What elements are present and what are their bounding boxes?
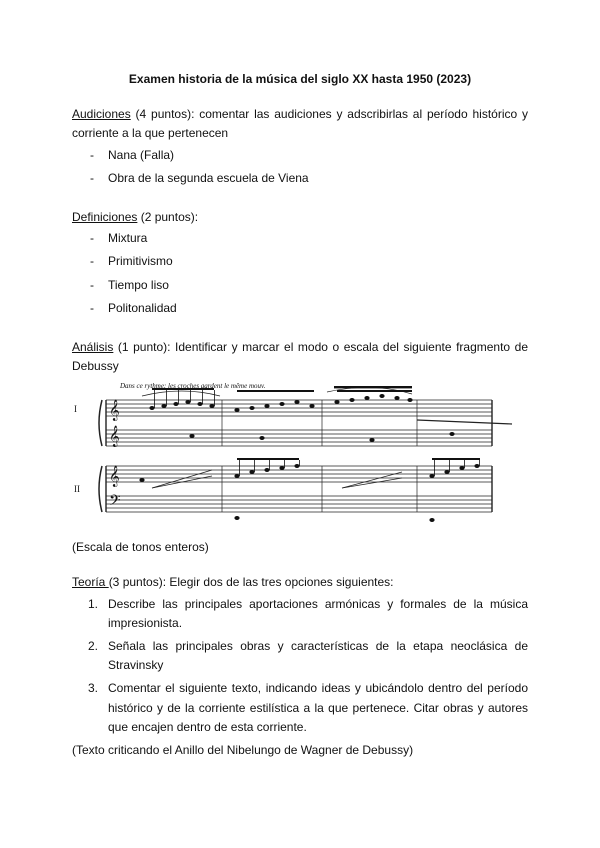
definiciones-heading: Definiciones <box>72 209 138 224</box>
list-item: 3. Comentar el siguiente texto, indicando ideas y ubicándolo dentro del período histórico y de la corriente estilística a la que pertenece. Citar obras y autores que encajen dentro de esta corriente. <box>88 681 528 734</box>
score-mark-ii: II <box>74 484 80 495</box>
svg-text:𝄞: 𝄞 <box>109 466 120 488</box>
exam-page <box>72 70 528 760</box>
definiciones-text: (2 puntos): <box>137 209 199 224</box>
list-item: - Politonalidad <box>72 299 528 318</box>
list-item: 1. Describe las principales aportaciones armónicas y formales de la música impresionista. <box>88 596 528 630</box>
audiciones-text: (4 puntos): comentar las audiciones y adscribirlas al período histórico y corriente a la que pertenecen <box>72 107 528 141</box>
page-title: Examen historia de la música del siglo XX hasta 1950 (2023) <box>128 72 472 86</box>
teoria-note: (Texto criticando el Anillo del Nibelungo de Wagner de Debussy) <box>72 742 414 757</box>
definiciones-list <box>72 229 528 318</box>
analisis-answer: (Escala de tonos enteros) <box>72 540 209 555</box>
analisis-text: (1 punto): Identificar y marcar el modo o escala del siguiente fragmento de Debussy <box>72 339 528 374</box>
list-item: - Obra de la segunda escuela de Viena <box>72 169 528 188</box>
audiciones-paragraph <box>72 105 528 143</box>
svg-text:𝄞: 𝄞 <box>109 426 120 448</box>
list-item: - Nana (Falla) <box>72 146 528 165</box>
audiciones-heading: Audiciones <box>72 107 131 122</box>
list-item: - Mixtura <box>72 229 528 248</box>
svg-text:𝄞: 𝄞 <box>109 400 120 422</box>
teoria-paragraph <box>72 573 528 592</box>
analisis-paragraph <box>72 338 528 376</box>
music-score-image <box>72 380 528 528</box>
svg-text:𝄢: 𝄢 <box>109 492 121 514</box>
audiciones-list <box>72 146 528 188</box>
definiciones-paragraph <box>72 208 528 227</box>
teoria-heading: Teoría <box>72 575 109 590</box>
list-item: 2. Señala las principales obras y características de la etapa neoclásica de Stravinsky <box>88 639 528 673</box>
teoria-list <box>72 595 528 737</box>
score-caption: Dans ce rythme: les croches gardent le même mouv. <box>120 382 266 391</box>
list-item: - Primitivismo <box>72 252 528 271</box>
analisis-heading: Análisis <box>72 339 114 354</box>
list-item: - Tiempo liso <box>72 276 528 295</box>
teoria-text: (3 puntos): Elegir dos de las tres opciones siguientes: <box>108 575 394 590</box>
score-mark-i: I <box>74 404 77 415</box>
